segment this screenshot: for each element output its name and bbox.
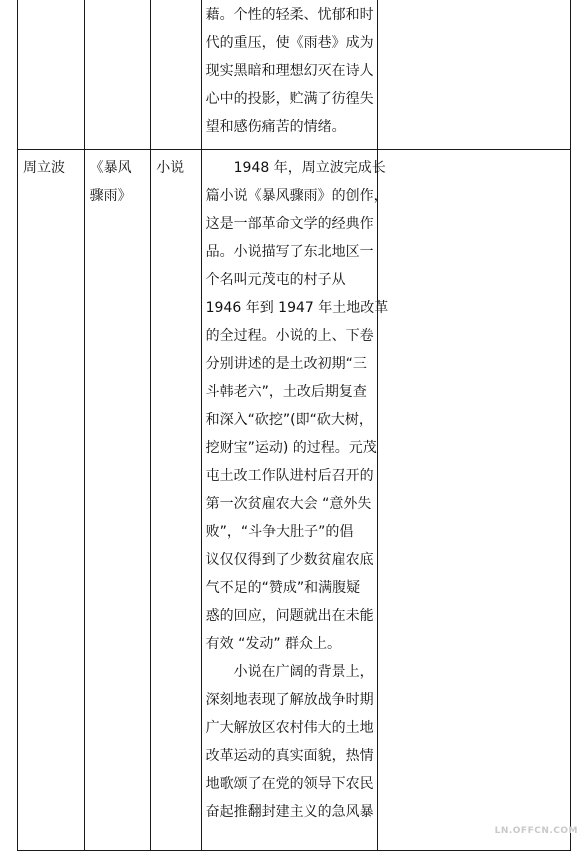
- description-line: 现实黑暗和理想幻灭在诗人: [205, 63, 374, 79]
- author-cell: [18, 150, 85, 851]
- description-line: 败”，“斗争大肚子”的倡: [205, 524, 354, 540]
- description-line: 望和感伤痛苦的情绪。: [205, 119, 346, 135]
- description-line: 小说在广阔的背景上，: [205, 664, 374, 680]
- description-line: 屯土改工作队进村后召开的: [205, 468, 374, 484]
- table-row: [18, 0, 571, 150]
- site-watermark: LN.OFFCN.COM: [494, 826, 578, 836]
- description-line: 深刻地表现了解放战争时期: [205, 692, 374, 708]
- work-title-cell: [84, 0, 151, 150]
- description-line: 广大解放区农村伟大的土地: [205, 720, 374, 736]
- description-line: 和深入“砍挖”(即“砍大树，: [205, 412, 373, 428]
- description-line: 品。小说描写了东北地区一: [205, 244, 374, 260]
- work-title-line: 骤雨》: [89, 188, 132, 204]
- description-line: 藉。个性的轻柔、忧郁和时: [205, 7, 374, 23]
- description-line: 第一次贫雇农大会 “意外失: [205, 496, 372, 512]
- document-table: [17, 0, 571, 851]
- description-line: 心中的投影，贮满了彷徨失: [205, 91, 374, 107]
- description-line: 改革运动的真实面貌，热情: [205, 748, 374, 764]
- description-line: 1946 年到 1947 年土地改革: [205, 300, 389, 316]
- description-line: 挖财宝”运动) 的过程。元茂: [205, 440, 377, 456]
- work-title-cell: [84, 150, 151, 851]
- description-line: 分别讲述的是土改初期“三: [205, 356, 367, 372]
- genre-text: 小说: [156, 160, 185, 176]
- description-line: 奋起推翻封建主义的急风暴: [205, 804, 374, 820]
- description-line: 议仅仅得到了少数贫雇农底: [205, 552, 374, 568]
- table-row: [18, 150, 571, 851]
- extra-cell: [378, 0, 571, 150]
- description-cell: [201, 150, 389, 851]
- description-line: 代的重压，使《雨巷》成为: [205, 35, 374, 51]
- description-line: 气不足的“赞成”和满腹疑: [205, 580, 361, 596]
- description-line: 地歌颂了在党的领导下农民: [205, 776, 374, 792]
- extra-cell: [378, 150, 571, 851]
- description-line: 惑的回应，问题就出在未能: [205, 608, 374, 624]
- genre-cell: [151, 0, 201, 150]
- description-line: 斗韩老六”，土改后期复查: [205, 384, 367, 400]
- description-cell: [201, 0, 378, 150]
- description-line: 这是一部革命文学的经典作: [205, 216, 374, 232]
- description-line: 的全过程。小说的上、下卷: [205, 328, 374, 344]
- work-title-line: 《暴风: [89, 160, 132, 176]
- description-line: 1948 年，周立波完成长: [205, 160, 386, 176]
- author-cell: [18, 0, 85, 150]
- description-line: 有效 “发动” 群众上。: [205, 636, 342, 652]
- description-line: 篇小说《暴风骤雨》的创作，: [205, 188, 388, 204]
- author-text: 周立波: [23, 160, 65, 176]
- genre-cell: [151, 150, 201, 851]
- description-line: 个名叫元茂屯的村子从: [205, 272, 346, 288]
